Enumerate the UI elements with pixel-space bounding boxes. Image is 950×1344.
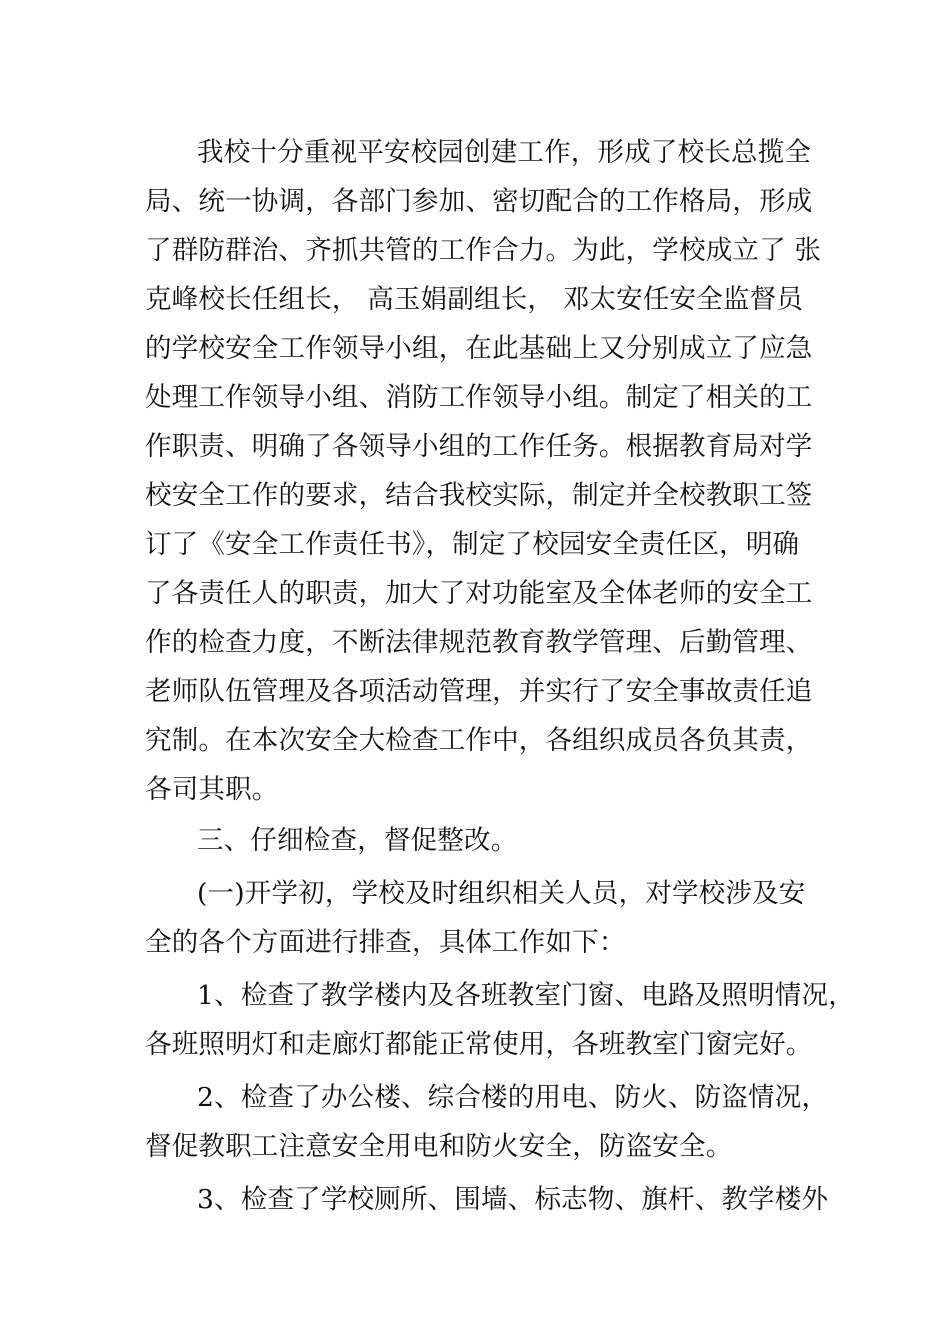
paragraph-line: 的学校安全工作领导小组，在此基础上又分别成立了应急 bbox=[145, 333, 813, 364]
paragraph-line: 了群防群治、齐抓共管的工作合力。为此，学校成立了 张 bbox=[145, 235, 822, 266]
list-item-line: 2、检查了办公楼、综合楼的用电、防火、防盗情况， bbox=[197, 1082, 829, 1113]
paragraph-line: 老师队伍管理及各项活动管理，并实行了安全事故责任追 bbox=[145, 676, 813, 707]
paragraph-line: 我校十分重视平安校园创建工作，形成了校长总揽全 bbox=[197, 137, 812, 168]
paragraph-line: 处理工作领导小组、消防工作领导小组。制定了相关的工 bbox=[145, 382, 813, 413]
paragraph-line: 作的检查力度，不断法律规范教育教学管理、后勤管理、 bbox=[145, 627, 813, 658]
list-item-line: 3、检查了学校厕所、围墙、标志物、旗杆、教学楼外 bbox=[197, 1184, 829, 1215]
paragraph-line: 克峰校长任组长， 高玉娟副组长， 邓太安任安全监督员 bbox=[145, 284, 804, 315]
list-item-line: 1、检查了教学楼内及各班教室门窗、电路及照明情况， bbox=[197, 980, 855, 1011]
list-item-line: 督促教职工注意安全用电和防火安全，防盗安全。 bbox=[145, 1131, 733, 1162]
paragraph-line: 各司其职。 bbox=[145, 774, 279, 805]
section-heading: 三、仔细检查，督促整改。 bbox=[197, 825, 518, 856]
paragraph-line: 校安全工作的要求，结合我校实际，制定并全校教职工签 bbox=[145, 480, 813, 511]
paragraph-line: 究制。在本次安全大检查工作中，各组织成员各负其责， bbox=[145, 725, 813, 756]
paragraph-line: (一)开学初，学校及时组织相关人员，对学校涉及安 bbox=[197, 878, 806, 909]
list-item-line: 各班照明灯和走廊灯都能正常使用，各班教室门窗完好。 bbox=[145, 1029, 813, 1060]
paragraph-line: 了各责任人的职责，加大了对功能室及全体老师的安全工 bbox=[145, 578, 813, 609]
paragraph-line: 订了《安全工作责任书》，制定了校园安全责任区，明确 bbox=[145, 529, 800, 560]
paragraph-line: 局、统一协调，各部门参加、密切配合的工作格局，形成 bbox=[145, 186, 813, 217]
paragraph-line: 全的各个方面进行排查，具体工作如下： bbox=[145, 927, 626, 958]
paragraph-line: 作职责、明确了各领导小组的工作任务。根据教育局对学 bbox=[145, 431, 813, 462]
